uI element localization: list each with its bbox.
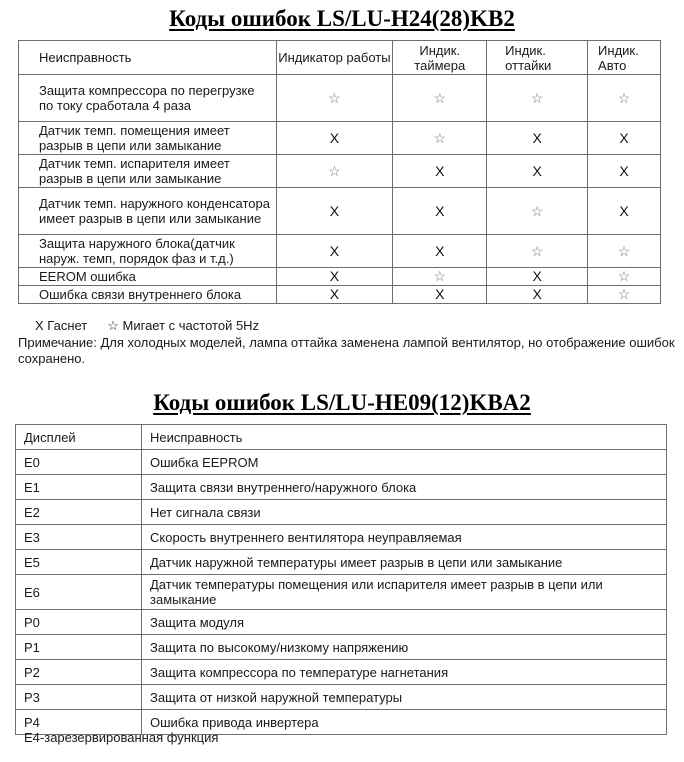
timer-indicator-state: ☆ (393, 122, 487, 155)
timer-indicator-state: X (393, 188, 487, 235)
display-code-table (15, 424, 667, 735)
fault-text: Защита наружного блока(датчик наруж. темп, порядок фаз и т.д.) (19, 235, 277, 268)
table-row (16, 610, 667, 635)
fault-text: Датчик темп. наружного конденсатора имеет разрыв в цепи или замыкание (19, 188, 277, 235)
fault-text: Датчик темп. помещения имеет разрыв в цепи или замыкание (19, 122, 277, 155)
error-description: Ошибка EEPROM (142, 450, 667, 475)
error-description: Защита по высокому/низкому напряжению (142, 635, 667, 660)
error-code: P0 (16, 610, 142, 635)
symbol-legend (35, 318, 259, 334)
header-timer-indicator: Индик. таймера (393, 41, 487, 75)
defrost-indicator-state: ☆ (487, 235, 588, 268)
table-row (19, 268, 661, 286)
auto-indicator-state: ☆ (588, 268, 661, 286)
auto-indicator-state: X (588, 155, 661, 188)
table-row (16, 525, 667, 550)
error-code: P1 (16, 635, 142, 660)
table-row (16, 685, 667, 710)
error-code: E0 (16, 450, 142, 475)
error-code: E3 (16, 525, 142, 550)
error-description: Ошибка привода инвертера (142, 710, 667, 735)
run-indicator-state: X (276, 268, 393, 286)
auto-indicator-state: ☆ (588, 286, 661, 304)
run-indicator-state: X (276, 188, 393, 235)
table-row (16, 500, 667, 525)
legend-off: X Гаснет (35, 318, 88, 333)
fault-text: Защита компрессора по перегрузке по току сработала 4 раза (19, 75, 277, 122)
auto-indicator-state: ☆ (588, 235, 661, 268)
error-description: Защита модуля (142, 610, 667, 635)
error-description: Защита связи внутреннего/наружного блока (142, 475, 667, 500)
table-row (16, 575, 667, 610)
run-indicator-state: X (276, 235, 393, 268)
table-header-row (19, 41, 661, 75)
table2-title (0, 390, 684, 416)
error-code: E6 (16, 575, 142, 610)
legend-blink: ☆ Мигает с частотой 5Hz (107, 318, 260, 333)
fault-text: Ошибка связи внутреннего блока (19, 286, 277, 304)
header-run-indicator: Индикатор работы (276, 41, 393, 75)
error-code: P4 (16, 710, 142, 735)
fault-text: Датчик темп. испарителя имеет разрыв в цепи или замыкание (19, 155, 277, 188)
error-description: Защита компрессора по температуре нагнетания (142, 660, 667, 685)
defrost-indicator-state: X (487, 286, 588, 304)
defrost-indicator-state: X (487, 268, 588, 286)
error-code: E2 (16, 500, 142, 525)
run-indicator-state: ☆ (276, 75, 393, 122)
fault-text: EEROM ошибка (19, 268, 277, 286)
run-indicator-state: X (276, 122, 393, 155)
table-row (16, 475, 667, 500)
footer-note: E4-зарезервированная функция (24, 730, 219, 745)
table-row (16, 635, 667, 660)
error-description: Датчик температуры помещения или испарителя имеет разрыв в цепи или замыкание (142, 575, 667, 610)
table-row (16, 450, 667, 475)
table-row (19, 155, 661, 188)
auto-indicator-state: ☆ (588, 75, 661, 122)
header-fault: Неисправность (19, 41, 277, 75)
timer-indicator-state: X (393, 155, 487, 188)
table-row (19, 122, 661, 155)
table1-title-text: Коды ошибок LS/LU-H24(28)KB2 (169, 6, 515, 31)
timer-indicator-state: ☆ (393, 268, 487, 286)
table-header-row (16, 425, 667, 450)
defrost-indicator-state: X (487, 122, 588, 155)
error-code: E5 (16, 550, 142, 575)
run-indicator-state: ☆ (276, 155, 393, 188)
table-row (19, 286, 661, 304)
timer-indicator-state: X (393, 286, 487, 304)
error-description: Защита от низкой наружной температуры (142, 685, 667, 710)
indicator-error-table (18, 40, 661, 304)
table-row (19, 75, 661, 122)
error-code: P2 (16, 660, 142, 685)
timer-indicator-state: ☆ (393, 75, 487, 122)
error-code: E1 (16, 475, 142, 500)
error-description: Нет сигнала связи (142, 500, 667, 525)
header-defrost-indicator: Индик. оттайки (487, 41, 588, 75)
header-fault: Неисправность (142, 425, 667, 450)
defrost-indicator-state: ☆ (487, 75, 588, 122)
header-display: Дисплей (16, 425, 142, 450)
error-description: Скорость внутреннего вентилятора неуправляемая (142, 525, 667, 550)
table1-title (0, 6, 684, 32)
table-row (16, 660, 667, 685)
table-row (19, 235, 661, 268)
defrost-indicator-state: ☆ (487, 188, 588, 235)
auto-indicator-state: X (588, 122, 661, 155)
run-indicator-state: X (276, 286, 393, 304)
error-code: P3 (16, 685, 142, 710)
table-row (16, 550, 667, 575)
timer-indicator-state: X (393, 235, 487, 268)
auto-indicator-state: X (588, 188, 661, 235)
error-description: Датчик наружной температуры имеет разрыв в цепи или замыкание (142, 550, 667, 575)
table-row (19, 188, 661, 235)
header-auto-indicator: Индик. Авто (588, 41, 661, 75)
table2-title-text: Коды ошибок LS/LU-HE09(12)KBA2 (153, 390, 531, 415)
note-text: Примечание: Для холодных моделей, лампа оттайка заменена лампой вентилятор, но отображение ошибок сохранено. (18, 335, 675, 366)
defrost-indicator-state: X (487, 155, 588, 188)
